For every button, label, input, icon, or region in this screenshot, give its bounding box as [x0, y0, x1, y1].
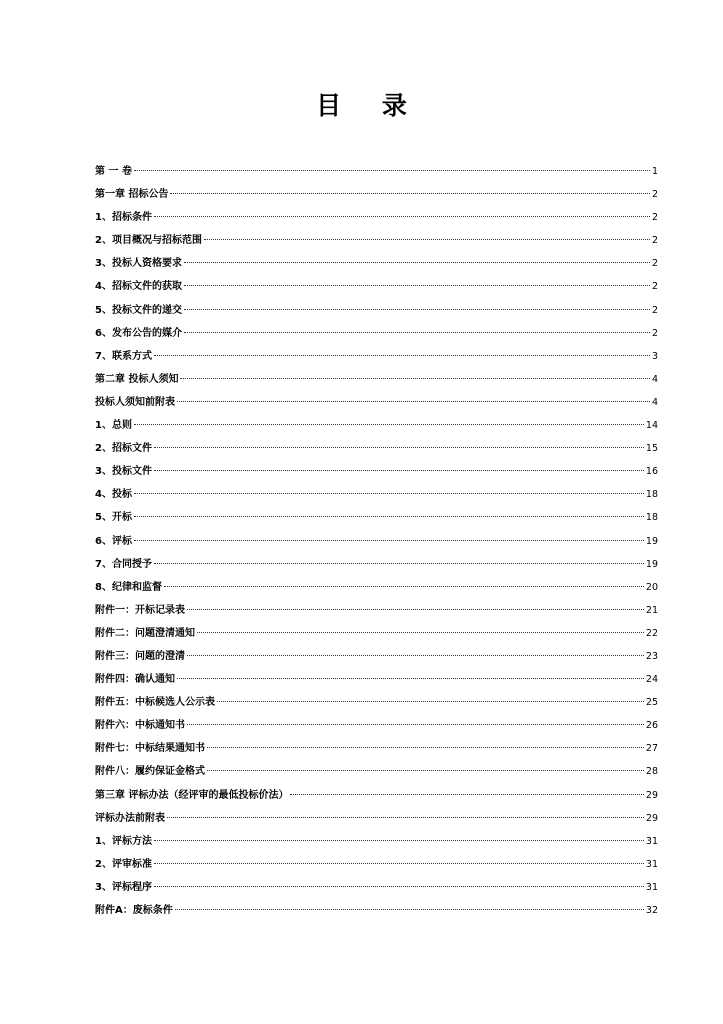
toc-dot-leader — [134, 516, 644, 517]
toc-entry-label: 3、投标人资格要求 — [95, 258, 182, 270]
toc-dot-leader — [207, 770, 644, 771]
toc-entry-label: 2、评审标准 — [95, 858, 152, 870]
toc-entry-label: 附件二：问题澄清通知 — [95, 627, 195, 639]
toc-entry-page-number: 26 — [645, 720, 658, 732]
toc-entry-label: 5、投标文件的递交 — [95, 304, 182, 316]
toc-dot-leader — [154, 216, 650, 217]
toc-entry[interactable] — [95, 576, 658, 599]
toc-entry[interactable] — [95, 553, 658, 576]
toc-entry[interactable] — [95, 599, 658, 622]
toc-entry-label: 附件五：中标候选人公示表 — [95, 697, 215, 709]
toc-entry-label: 附件A：废标条件 — [95, 905, 173, 916]
toc-entry-label: 6、评标 — [95, 535, 132, 547]
toc-dot-leader — [187, 724, 644, 725]
toc-entry[interactable] — [95, 876, 658, 899]
toc-entry-page-number: 29 — [645, 789, 658, 801]
toc-entry-label: 1、总则 — [95, 420, 132, 432]
toc-entry[interactable] — [95, 345, 658, 368]
toc-entry-label: 附件一：开标记录表 — [95, 604, 185, 616]
toc-dot-leader — [184, 309, 650, 310]
toc-entry-label: 第三章 评标办法（经评审的最低投标价法） — [95, 789, 289, 801]
toc-entry-label: 评标办法前附表 — [95, 812, 165, 824]
toc-entry[interactable] — [95, 322, 658, 345]
toc-entry-page-number: 20 — [645, 581, 658, 593]
toc-entry-page-number: 31 — [645, 881, 658, 893]
toc-entry-page-number: 29 — [645, 812, 658, 824]
toc-entry-page-number: 2 — [651, 212, 658, 224]
toc-dot-leader — [154, 863, 644, 864]
toc-entry-label: 附件三：问题的澄清 — [95, 650, 185, 662]
toc-dot-leader — [154, 470, 644, 471]
toc-entry-page-number: 23 — [645, 650, 658, 662]
toc-entry-label: 附件八：履约保证金格式 — [95, 766, 205, 778]
toc-entry[interactable] — [95, 668, 658, 691]
toc-entry-page-number: 2 — [651, 235, 658, 247]
toc-entry[interactable] — [95, 183, 658, 206]
toc-dot-leader — [164, 586, 644, 587]
toc-entry[interactable] — [95, 414, 658, 437]
toc-entry-label: 5、开标 — [95, 512, 132, 524]
toc-entry[interactable] — [95, 368, 658, 391]
toc-entry-label: 8、纪律和监督 — [95, 581, 162, 593]
toc-entry-page-number: 2 — [651, 327, 658, 339]
toc-dot-leader — [204, 239, 650, 240]
toc-entry-page-number: 25 — [645, 697, 658, 709]
toc-entry[interactable] — [95, 714, 658, 737]
toc-entry-label: 7、合同授予 — [95, 558, 152, 570]
toc-title: 目 录 — [316, 91, 423, 120]
toc-dot-leader — [154, 355, 650, 356]
toc-entry-label: 2、招标文件 — [95, 443, 152, 455]
toc-entry[interactable] — [95, 391, 658, 414]
toc-entry-page-number: 4 — [651, 396, 658, 408]
toc-entry-label: 7、联系方式 — [95, 350, 152, 362]
toc-entry[interactable] — [95, 853, 658, 876]
toc-entry[interactable] — [95, 252, 658, 275]
toc-entry-label: 3、评标程序 — [95, 881, 152, 893]
toc-entry-page-number: 31 — [645, 835, 658, 847]
toc-entry-page-number: 31 — [645, 858, 658, 870]
toc-entry-page-number: 18 — [645, 489, 658, 501]
toc-entry-page-number: 1 — [651, 166, 658, 177]
toc-entry-page-number: 21 — [645, 604, 658, 616]
toc-dot-leader — [170, 193, 649, 194]
toc-entry[interactable] — [95, 737, 658, 760]
toc-entry[interactable] — [95, 437, 658, 460]
toc-entry-page-number: 2 — [651, 304, 658, 316]
toc-dot-leader — [167, 817, 644, 818]
toc-dot-leader — [177, 678, 644, 679]
toc-dot-leader — [134, 493, 644, 494]
toc-dot-leader — [134, 424, 644, 425]
toc-entry[interactable] — [95, 784, 658, 807]
toc-dot-leader — [217, 701, 644, 702]
toc-dot-leader — [197, 632, 644, 633]
toc-entry[interactable] — [95, 899, 658, 922]
toc-dot-leader — [154, 840, 644, 841]
toc-list — [95, 160, 658, 922]
toc-entry-page-number: 15 — [645, 443, 658, 455]
toc-dot-leader — [154, 886, 644, 887]
toc-entry-page-number: 14 — [645, 420, 658, 432]
toc-entry[interactable] — [95, 160, 658, 183]
toc-entry[interactable] — [95, 807, 658, 830]
toc-entry-label: 投标人须知前附表 — [95, 396, 175, 408]
toc-entry-label: 1、评标方法 — [95, 835, 152, 847]
toc-entry-page-number: 24 — [645, 674, 658, 686]
toc-entry[interactable] — [95, 275, 658, 298]
toc-entry-label: 4、投标 — [95, 489, 132, 501]
toc-dot-leader — [134, 170, 650, 171]
toc-entry[interactable] — [95, 622, 658, 645]
toc-entry-page-number: 22 — [645, 627, 658, 639]
toc-entry-page-number: 27 — [645, 743, 658, 755]
toc-entry-label: 3、投标文件 — [95, 466, 152, 478]
toc-entry-page-number: 19 — [645, 558, 658, 570]
toc-dot-leader — [154, 447, 644, 448]
toc-entry-page-number: 3 — [651, 350, 658, 362]
toc-entry-page-number: 19 — [645, 535, 658, 547]
toc-entry-page-number: 2 — [651, 258, 658, 270]
toc-dot-leader — [187, 655, 644, 656]
toc-dot-leader — [290, 794, 643, 795]
toc-dot-leader — [154, 563, 644, 564]
toc-entry[interactable] — [95, 645, 658, 668]
toc-dot-leader — [177, 401, 650, 402]
toc-dot-leader — [184, 332, 650, 333]
toc-entry[interactable] — [95, 530, 658, 553]
toc-entry-page-number: 2 — [651, 281, 658, 293]
toc-entry-label: 4、招标文件的获取 — [95, 281, 182, 293]
toc-entry-label: 第二章 投标人须知 — [95, 373, 179, 385]
toc-entry-page-number: 18 — [645, 512, 658, 524]
toc-dot-leader — [187, 609, 644, 610]
toc-entry-page-number: 28 — [645, 766, 658, 778]
toc-entry-label: 附件四：确认通知 — [95, 674, 175, 686]
toc-entry[interactable] — [95, 299, 658, 322]
toc-entry-label: 6、发布公告的媒介 — [95, 327, 182, 339]
toc-entry[interactable] — [95, 830, 658, 853]
toc-entry[interactable] — [95, 460, 658, 483]
toc-entry[interactable] — [95, 760, 658, 783]
toc-entry[interactable] — [95, 506, 658, 529]
toc-entry-label: 第一章 招标公告 — [95, 189, 169, 201]
toc-entry[interactable] — [95, 229, 658, 252]
toc-entry-page-number: 4 — [651, 373, 658, 385]
toc-entry-label: 2、项目概况与招标范围 — [95, 235, 202, 247]
toc-entry[interactable] — [95, 483, 658, 506]
toc-entry-label: 第 一 卷 — [95, 166, 132, 177]
toc-dot-leader — [175, 909, 644, 910]
toc-dot-leader — [207, 747, 644, 748]
toc-entry-label: 附件六：中标通知书 — [95, 720, 185, 732]
toc-dot-leader — [184, 262, 650, 263]
toc-entry-page-number: 16 — [645, 466, 658, 478]
toc-entry-page-number: 32 — [645, 905, 658, 916]
toc-entry-page-number: 2 — [651, 189, 658, 201]
toc-entry[interactable] — [95, 206, 658, 229]
toc-dot-leader — [134, 540, 644, 541]
toc-entry-label: 附件七：中标结果通知书 — [95, 743, 205, 755]
toc-dot-leader — [180, 378, 649, 379]
toc-entry[interactable] — [95, 691, 658, 714]
toc-dot-leader — [184, 285, 650, 286]
toc-entry-label: 1、招标条件 — [95, 212, 152, 224]
